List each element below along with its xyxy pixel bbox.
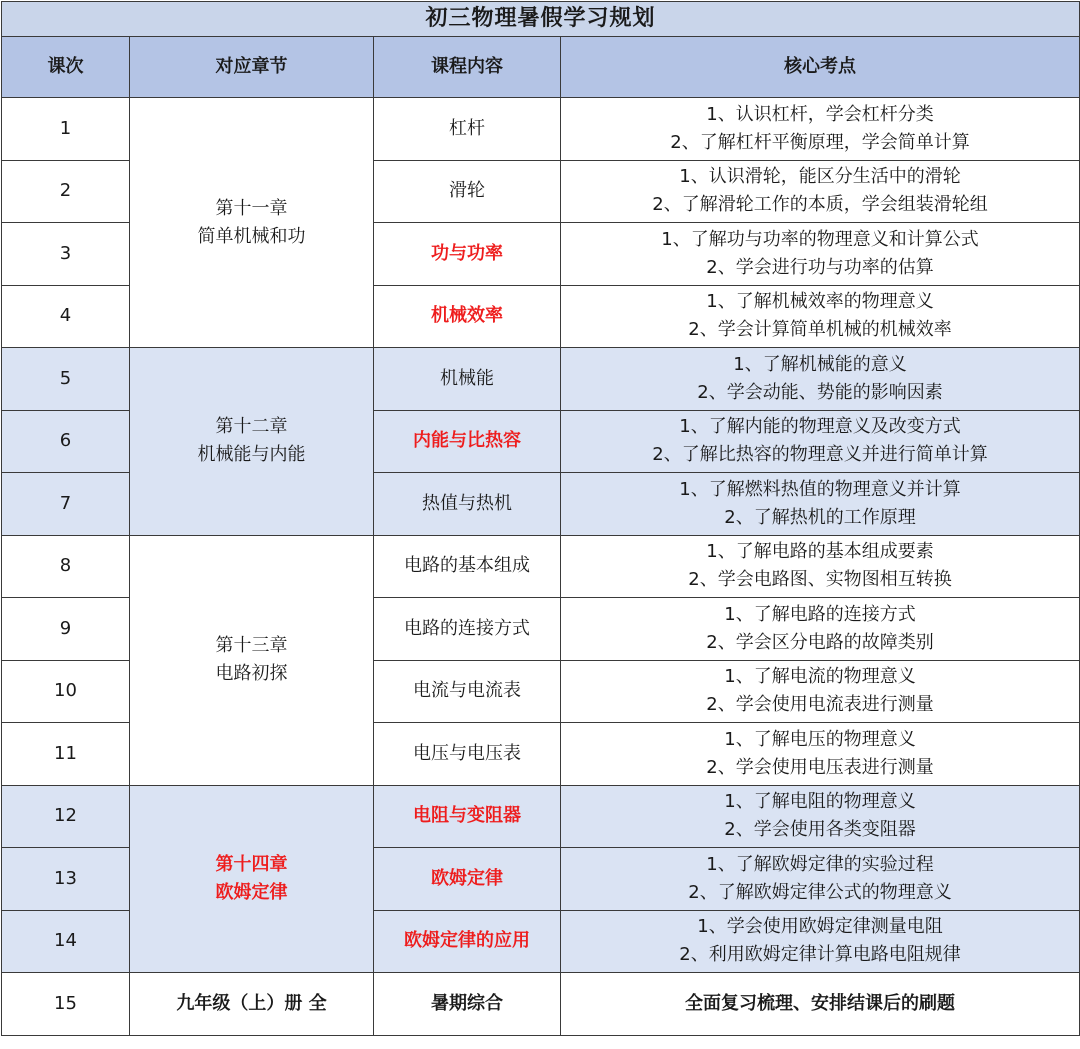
key-point: 2、学会使用电流表进行测量 [706,694,934,716]
key-point: 1、了解功与功率的物理意义和计算公式 [661,228,979,250]
lesson-number: 5 [2,348,130,411]
table-row [2,348,1080,411]
key-points-cell [561,473,1080,536]
key-point: 1、了解欧姆定律的实验过程 [706,853,934,875]
table-row [2,98,1080,161]
lesson-number: 15 [2,973,130,1036]
lesson-topic: 电流与电流表 [374,660,561,723]
key-point: 1、了解电流的物理意义 [724,666,916,688]
lesson-number: 13 [2,848,130,911]
lesson-number: 1 [2,98,130,161]
key-point: 1、认识滑轮，能区分生活中的滑轮 [679,166,961,188]
key-points-cell [561,410,1080,473]
key-points-cell [561,598,1080,661]
table-title: 初三物理暑假学习规划 [2,2,1080,37]
key-point: 1、了解内能的物理意义及改变方式 [679,416,961,438]
key-points-cell [561,348,1080,411]
lesson-number: 6 [2,410,130,473]
lesson-topic: 暑期综合 [374,973,561,1036]
key-point: 1、了解机械效率的物理意义 [706,291,934,313]
lesson-number: 8 [2,535,130,598]
lesson-topic: 内能与比热容 [374,410,561,473]
key-points-cell [561,285,1080,348]
chapter-cell [130,535,374,785]
lesson-topic: 欧姆定律的应用 [374,910,561,973]
key-point: 2、学会计算简单机械的机械效率 [688,319,952,341]
key-point: 2、学会使用各类变阻器 [724,819,916,841]
lesson-topic: 电路的基本组成 [374,535,561,598]
key-point: 2、学会动能、势能的影响因素 [697,381,943,403]
table-row [2,535,1080,598]
chapter-cell [130,348,374,536]
chapter-name: 简单机械和功 [197,225,306,247]
chapter-name: 机械能与内能 [197,444,306,466]
key-point: 1、了解电路的连接方式 [724,603,916,625]
key-point: 2、了解欧姆定律公式的物理意义 [688,881,952,903]
lesson-number: 11 [2,723,130,786]
chapter-number: 第十二章 [215,416,288,438]
key-point: 1、认识杠杆，学会杠杆分类 [706,103,934,125]
chapter-number: 第十三章 [215,635,288,656]
key-point: 2、学会电路图、实物图相互转换 [688,569,952,591]
chapter-name: 欧姆定律 [215,881,288,903]
key-point: 2、学会进行功与功率的估算 [706,256,934,278]
table-row [2,785,1080,848]
key-points-cell [561,910,1080,973]
chapter-number: 第十四章 [215,853,288,875]
key-point: 1、学会使用欧姆定律测量电阻 [697,916,943,938]
lesson-number: 9 [2,598,130,661]
key-points-cell [561,160,1080,223]
header-lesson: 课次 [2,37,130,98]
lesson-topic: 杠杆 [374,98,561,161]
key-point: 1、了解燃料热值的物理意义并计算 [679,478,961,500]
lesson-topic: 热值与热机 [374,473,561,536]
lesson-number: 14 [2,910,130,973]
chapter-name: 电路初探 [215,663,288,684]
table-row [2,973,1080,1036]
header-chapter: 对应章节 [130,37,374,98]
header-key-points: 核心考点 [561,37,1080,98]
key-points-cell [561,785,1080,848]
key-point: 2、了解滑轮工作的本质，学会组装滑轮组 [652,194,988,216]
lesson-number: 4 [2,285,130,348]
key-points-cell [561,98,1080,161]
key-point: 2、学会区分电路的故障类别 [706,631,934,653]
header-content: 课程内容 [374,37,561,98]
chapter-number: 第十一章 [215,197,288,219]
lesson-number: 12 [2,785,130,848]
lesson-topic: 电路的连接方式 [374,598,561,661]
key-points-cell: 全面复习梳理、安排结课后的刷题 [561,973,1080,1036]
chapter-cell [130,98,374,348]
lesson-topic: 功与功率 [374,223,561,286]
key-points-cell [561,660,1080,723]
lesson-topic: 欧姆定律 [374,848,561,911]
lesson-number: 7 [2,473,130,536]
key-point: 1、了解电路的基本组成要素 [706,541,934,563]
key-point: 2、学会使用电压表进行测量 [706,756,934,778]
lesson-number: 2 [2,160,130,223]
lesson-number: 3 [2,223,130,286]
lesson-topic: 电压与电压表 [374,723,561,786]
key-points-cell [561,223,1080,286]
key-point: 1、了解电阻的物理意义 [724,791,916,813]
key-point: 2、了解杠杆平衡原理，学会简单计算 [670,131,970,153]
chapter-cell [130,785,374,973]
lesson-topic: 电阻与变阻器 [374,785,561,848]
key-point: 2、了解热机的工作原理 [724,506,916,528]
key-points-cell [561,848,1080,911]
study-plan-table [1,1,1080,1036]
lesson-topic: 滑轮 [374,160,561,223]
key-point: 2、利用欧姆定律计算电路电阻规律 [679,944,961,966]
key-points-cell [561,723,1080,786]
lesson-topic: 机械能 [374,348,561,411]
key-point: 2、了解比热容的物理意义并进行简单计算 [652,444,988,466]
lesson-topic: 机械效率 [374,285,561,348]
key-point: 1、了解机械能的意义 [733,353,907,375]
key-point: 1、了解电压的物理意义 [724,728,916,750]
chapter-cell: 九年级（上）册 全 [130,973,374,1036]
key-points-cell [561,535,1080,598]
lesson-number: 10 [2,660,130,723]
